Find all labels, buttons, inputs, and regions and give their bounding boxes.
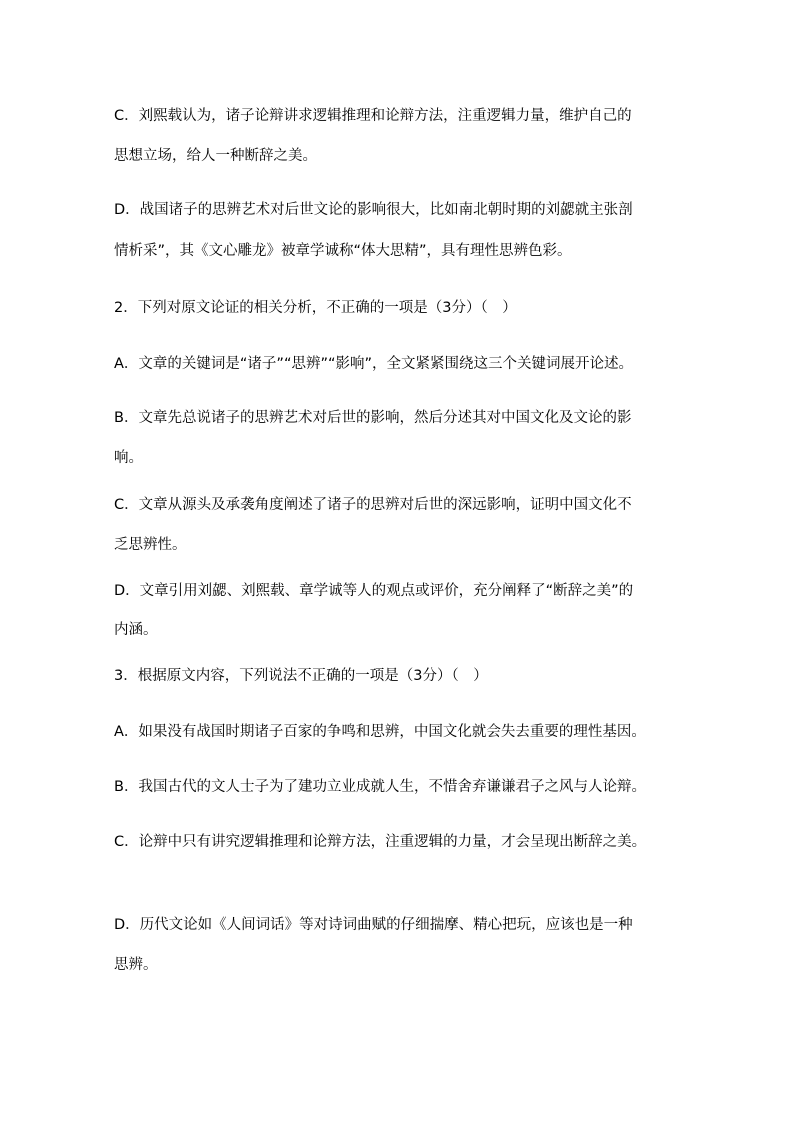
option-c-line-2: 思想立场，给人一种断辞之美。 [114,148,317,164]
q2-option-b-line-2: 响。 [114,450,143,466]
q3-option-d-line-2: 思辨。 [114,957,158,973]
question-2-stem: 2．下列对原文论证的相关分析，不正确的一项是（3分）（ ） [114,300,517,316]
option-d-line-2: 情析采”，其《文心雕龙》被章学诚称“体大思精”，具有理性思辨色彩。 [114,243,572,259]
q2-option-c-line-1: C．文章从源头及承袭角度阐述了诸子的思辨对后世的深远影响，证明中国文化不 [114,497,632,513]
q2-option-a: A．文章的关键词是“诸子”“思辨”“影响”，全文紧紧围绕这三个关键词展开论述。 [114,356,633,372]
q3-option-b: B．我国古代的文人士子为了建功立业成就人生，不惜舍弃谦谦君子之风与人论辩。 [114,779,646,795]
q3-option-d-line-1: D．历代文论如《人间词话》等对诗词曲赋的仔细揣摩、精心把玩，应该也是一种 [114,917,633,933]
option-c-line-1: C．刘熙载认为，诸子论辩讲求逻辑推理和论辩方法，注重逻辑力量，维护自己的 [114,108,632,124]
q3-option-a: A．如果没有战国时期诸子百家的争鸣和思辨，中国文化就会失去重要的理性基因。 [114,724,646,740]
q2-option-d-line-1: D．文章引用刘勰、刘熙载、章学诚等人的观点或评价，充分阐释了“断辞之美”的 [114,583,634,599]
q3-option-c: C．论辩中只有讲究逻辑推理和论辩方法，注重逻辑的力量，才会呈现出断辞之美。 [114,834,647,850]
q2-option-d-line-2: 内涵。 [114,622,158,638]
q2-option-b-line-1: B．文章先总说诸子的思辨艺术对后世的影响，然后分述其对中国文化及文论的影 [114,410,632,426]
question-3-stem: 3．根据原文内容，下列说法不正确的一项是（3分）（ ） [114,668,488,684]
q2-option-c-line-2: 乏思辨性。 [114,537,187,553]
option-d-line-1: D．战国诸子的思辨艺术对后世文论的影响很大，比如南北朝时期的刘勰就主张剖 [114,202,633,218]
